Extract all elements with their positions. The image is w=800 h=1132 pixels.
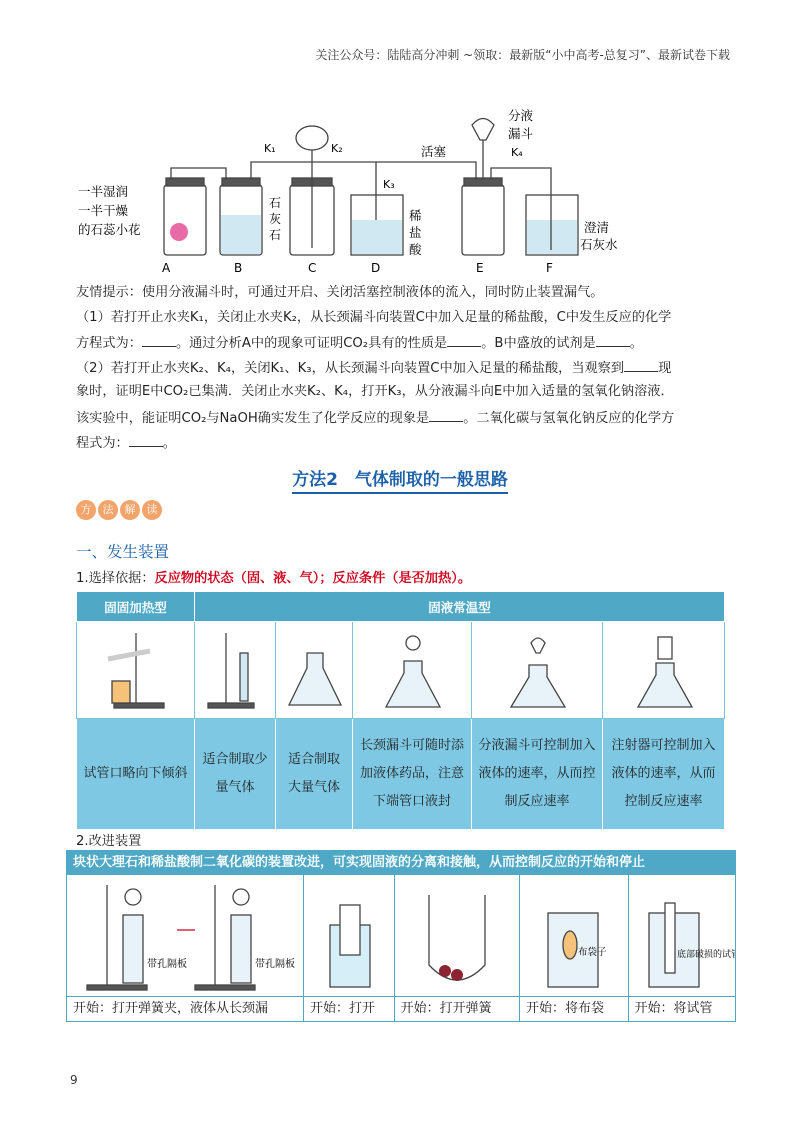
letter-c: C <box>308 261 317 275</box>
q2-line4: 程式为： 。 <box>76 436 176 451</box>
acid-label-2: 盐 <box>409 225 422 240</box>
apparatus-image-1 <box>77 622 195 719</box>
apparatus-image-6 <box>603 622 725 719</box>
acid-label-1: 稀 <box>409 208 422 223</box>
tip-text: 友情提示：使用分液漏斗时，可通过开启、关闭活塞控制液体的流入，同时防止装置漏气。 <box>76 285 604 300</box>
apparatus-image-3 <box>276 622 353 719</box>
improve-cell-3 <box>395 875 520 1021</box>
selection-basis: 1.选择依据：反应物的状态（固、液、气）；反应条件（是否加热）。 <box>76 571 472 586</box>
funnel-label-2: 漏斗 <box>508 126 534 141</box>
method-badge: 方 法 解 读 <box>76 500 162 520</box>
limestone-label-3: 石 <box>269 228 282 242</box>
section-title: 一、发生装置 <box>76 543 170 561</box>
text-cell-5: 分液漏斗可控制加入液体的速率，从而控制反应速率 <box>472 719 603 830</box>
q1-line1: （1）若打开止水夹K₁，关闭止水夹K₂，从长颈漏斗向装置C中加入足量的稀盐酸，C中发生反应的化学 <box>76 310 672 325</box>
letter-a: A <box>162 261 171 275</box>
improve-table-title: 块状大理石和稀盐酸制二氧化碳的装置改进，可实现固液的分离和接触，从而控制反应的开始和停止 <box>67 851 735 875</box>
letter-b: B <box>234 261 243 275</box>
apparatus-image-2 <box>195 622 276 719</box>
q2-line3: 该实验中，能证明CO₂与NaOH确实发生了化学反应的现象是 。二氧化碳与氢氧化钠反应的化学方 <box>76 411 675 426</box>
diagram-label-3: 布袋子 <box>578 947 607 958</box>
generator-table <box>76 591 725 830</box>
diagram-label-2: 带孔隔板 <box>255 959 295 970</box>
improve-cell-2 <box>304 875 395 1021</box>
caption-3: 开始：打开弹簧 <box>395 996 519 1021</box>
limewater-label-1: 澄清 <box>584 220 610 235</box>
apparatus-diagram <box>76 100 636 285</box>
method-title: 方法2 气体制取的一般思路 <box>0 465 800 490</box>
improve-cell-4 <box>520 875 629 1021</box>
improved-apparatus-table <box>66 850 736 1022</box>
q2-line2: 象时，证明E中CO₂已集满．关闭止水夹K₂、K₄，打开K₃，从分液漏斗向E中加入适量的氢氧化钠溶液． <box>76 384 674 399</box>
text-cell-2: 适合制取少量气体 <box>195 719 276 830</box>
letter-f: F <box>546 261 553 275</box>
apparatus-image-4 <box>353 622 472 719</box>
text-cell-4: 长颈漏斗可随时添加液体药品，注意下端管口液封 <box>353 719 472 830</box>
k3-label: K₃ <box>383 178 395 191</box>
text-cell-3: 适合制取大量气体 <box>276 719 353 830</box>
k4-label: K₄ <box>511 146 523 159</box>
flower-label-3: 的石蕊小花 <box>78 222 141 237</box>
q2-line1: （2）若打开止水夹K₂、K₄，关闭K₁、K₃，从长颈漏斗向装置C中加入足量的稀盐酸，当观察到 现 <box>76 361 672 376</box>
improve-title: 2.改进装置 <box>76 834 142 849</box>
acid-label-3: 酸 <box>409 242 422 257</box>
page-header: 关注公众号：陆陆高分冲刺 ~领取：最新版“小中高考-总复习”、最新试卷下载 <box>315 48 730 62</box>
improve-cell-1 <box>67 875 304 1021</box>
funnel-label-1: 分液 <box>508 108 534 123</box>
text-cell-6: 注射器可控制加入液体的速率，从而控制反应速率 <box>603 719 725 830</box>
flower-label-2: 一半干燥 <box>78 203 129 218</box>
limestone-label-1: 石 <box>269 196 282 210</box>
text-cell-1: 试管口略向下倾斜 <box>77 719 195 830</box>
k2-label: K₂ <box>331 142 343 155</box>
caption-5: 开始：将试管 <box>629 996 736 1021</box>
diagram-label-4: 底部破损的试管 <box>676 950 735 960</box>
header-solid-liquid: 固液常温型 <box>195 592 725 622</box>
k1-label: K₁ <box>264 142 276 155</box>
stopcock-label: 活塞 <box>421 144 447 159</box>
page-number: 9 <box>70 1073 78 1087</box>
flower-label-1: 一半湿润 <box>78 184 129 199</box>
caption-4: 开始：将布袋 <box>520 996 628 1021</box>
apparatus-image-5 <box>472 622 603 719</box>
caption-2: 开始：打开 <box>304 996 394 1021</box>
letter-d: D <box>371 261 381 275</box>
diagram-label-1: 带孔隔板 <box>147 959 187 970</box>
limestone-label-2: 灰 <box>269 212 282 226</box>
header-solid-heating: 固固加热型 <box>77 592 195 622</box>
q1-line2: 方程式为： 。通过分析A中的现象可证明CO₂具有的性质是 。B中盛放的试剂是 。 <box>76 336 643 351</box>
caption-1: 开始：打开弹簧夹，液体从长颈漏 <box>67 996 303 1021</box>
improve-cell-5 <box>629 875 736 1021</box>
limewater-label-2: 石灰水 <box>580 237 618 252</box>
letter-e: E <box>476 261 484 275</box>
